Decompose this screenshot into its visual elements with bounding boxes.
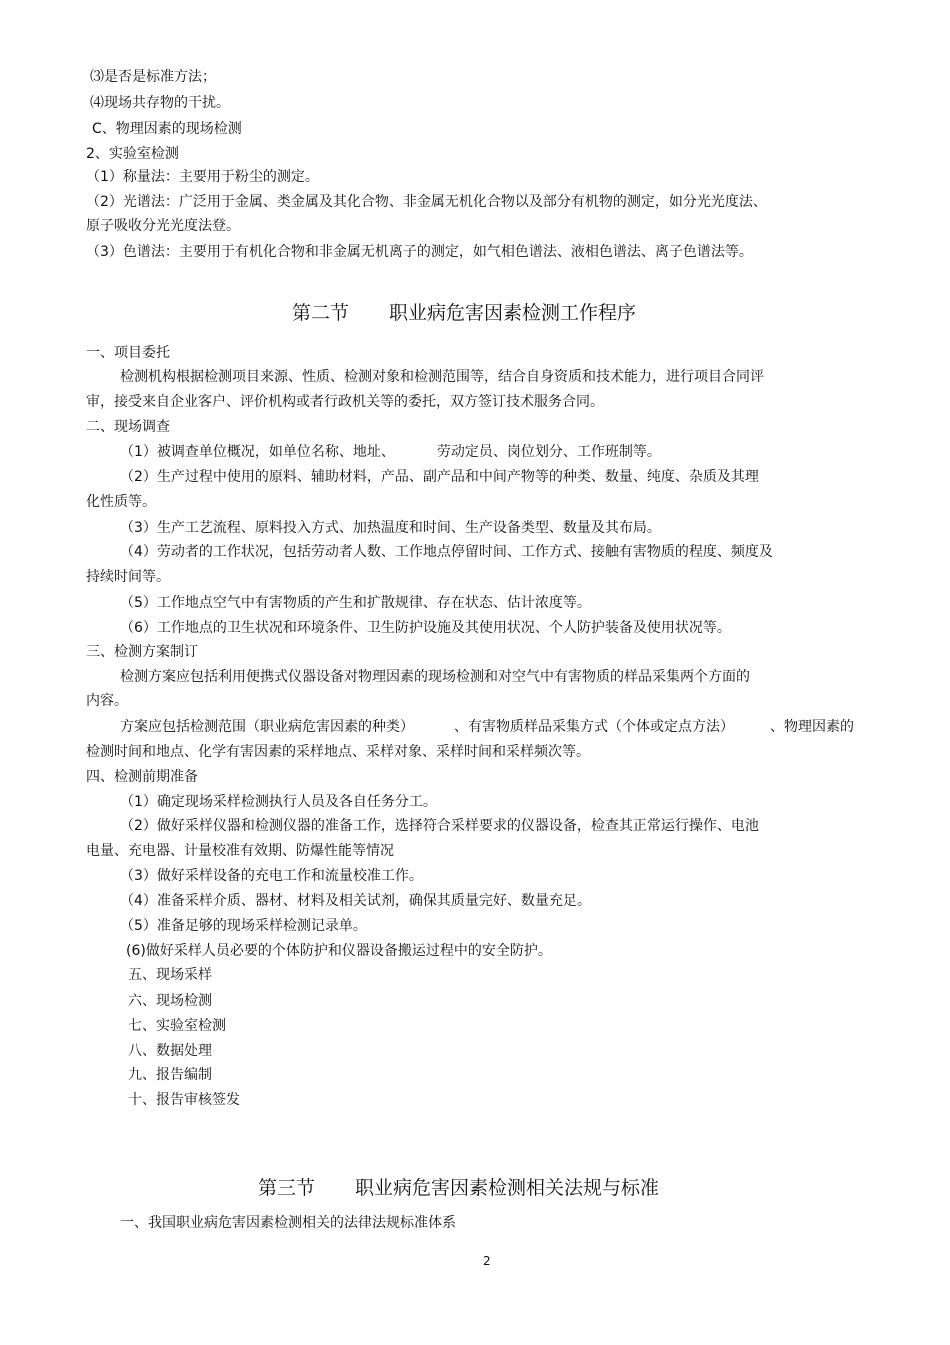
text-line: 审，接受来自企业客户、评价机构或者行政机关等的委托，双方签订技术服务合同。 [86, 394, 604, 410]
text-line: 电量、充电器、计量校准有效期、防爆性能等情况 [86, 843, 394, 859]
text-segment: （1）被调查单位概况，如单位名称、地址、 [120, 444, 395, 460]
text-line: 持续时间等。 [86, 569, 170, 585]
text-line: C、物理因素的现场检测 [92, 121, 242, 137]
text-line: （5）工作地点空气中有害物质的产生和扩散规律、存在状态、估计浓度等。 [120, 595, 591, 611]
text-line: （3）做好采样设备的充电工作和流量校准工作。 [120, 868, 423, 884]
text-segment: 、物理因素的 [770, 719, 854, 735]
text-line: 原子吸收分光光度法登。 [86, 218, 240, 234]
section-title: 职业病危害因素检测相关法规与标准 [355, 1177, 660, 1199]
section-heading [258, 1176, 659, 1200]
section-title: 职业病危害因素检测工作程序 [389, 302, 637, 324]
text-line: （5）准备足够的现场采样检测记录单。 [120, 918, 367, 934]
text-line: 一、项目委托 [86, 345, 170, 361]
page-number: 2 [483, 1254, 491, 1268]
text-line: （6）工作地点的卫生状况和环境条件、卫生防护设施及其使用状况、个人防护装备及使用状况等。 [120, 620, 731, 636]
section-number: 第二节 [292, 302, 350, 324]
text-line [120, 718, 854, 736]
text-segment: 劳动定员、岗位划分、工作班制等。 [436, 444, 661, 460]
text-line: ⑶是否是标准方法； [90, 69, 216, 85]
text-line: 十、报告审核签发 [128, 1092, 240, 1108]
text-line: （2）生产过程中使用的原料、辅助材料，产品、副产品和中间产物等的种类、数量、纯度、杂质及其理 [120, 469, 759, 485]
text-line: 检测机构根据检测项目来源、性质、检测对象和检测范围等，结合自身资质和技术能力，进行项目合同评 [120, 369, 764, 385]
text-line: （3）色谱法：主要用于有机化合物和非金属无机离子的测定，如气相色谱法、液相色谱法、离子色谱法等。 [86, 244, 753, 260]
text-line: 一、我国职业病危害因素检测相关的法律法规标准体系 [120, 1215, 456, 1231]
section-heading [292, 301, 636, 325]
section-number: 第三节 [258, 1177, 316, 1199]
text-line [120, 443, 661, 461]
text-line: 九、报告编制 [128, 1067, 212, 1083]
text-line: （2）做好采样仪器和检测仪器的准备工作，选择符合采样要求的仪器设备，检查其正常运行操作、电池 [120, 818, 759, 834]
text-line: （2）光谱法：广泛用于金属、类金属及其化合物、非金属无机化合物以及部分有机物的测定，如分光光度法、 [86, 194, 767, 210]
text-line: 检测方案应包括利用便携式仪器设备对物理因素的现场检测和对空气中有害物质的样品采集两个方面的 [120, 669, 750, 685]
text-line: (6)做好采样人员必要的个体防护和仪器设备搬运过程中的安全防护。 [126, 943, 552, 959]
text-line: 八、数据处理 [128, 1043, 212, 1059]
text-line: 四、检测前期准备 [86, 769, 198, 785]
text-line: ⑷现场共存物的干扰。 [90, 95, 230, 111]
text-line: （1）称量法：主要用于粉尘的测定。 [86, 169, 319, 185]
text-segment: 方案应包括检测范围（职业病危害因素的种类） [120, 719, 414, 735]
text-line: 六、现场检测 [128, 993, 212, 1009]
text-line: 检测时间和地点、化学有害因素的采样地点、采样对象、采样时间和采样频次等。 [86, 744, 590, 760]
text-line: （4）劳动者的工作状况，包括劳动者人数、工作地点停留时间、工作方式、接触有害物质的程度、频度及 [120, 544, 773, 560]
text-line: （3）生产工艺流程、原料投入方式、加热温度和时间、生产设备类型、数量及其布局。 [120, 520, 661, 536]
text-line: （1）确定现场采样检测执行人员及各自任务分工。 [120, 794, 437, 810]
text-line: （4）准备采样介质、器材、材料及相关试剂，确保其质量完好、数量充足。 [120, 893, 591, 909]
text-line: 七、实验室检测 [128, 1018, 226, 1034]
text-line: 2、实验室检测 [86, 146, 179, 162]
text-line: 二、现场调查 [86, 419, 170, 435]
text-line: 内容。 [86, 693, 128, 709]
text-line: 化性质等。 [86, 494, 156, 510]
text-line: 五、现场采样 [128, 967, 212, 983]
text-segment: 、有害物质样品采集方式（个体或定点方法） [454, 719, 734, 735]
text-line: 三、检测方案制订 [86, 644, 198, 660]
